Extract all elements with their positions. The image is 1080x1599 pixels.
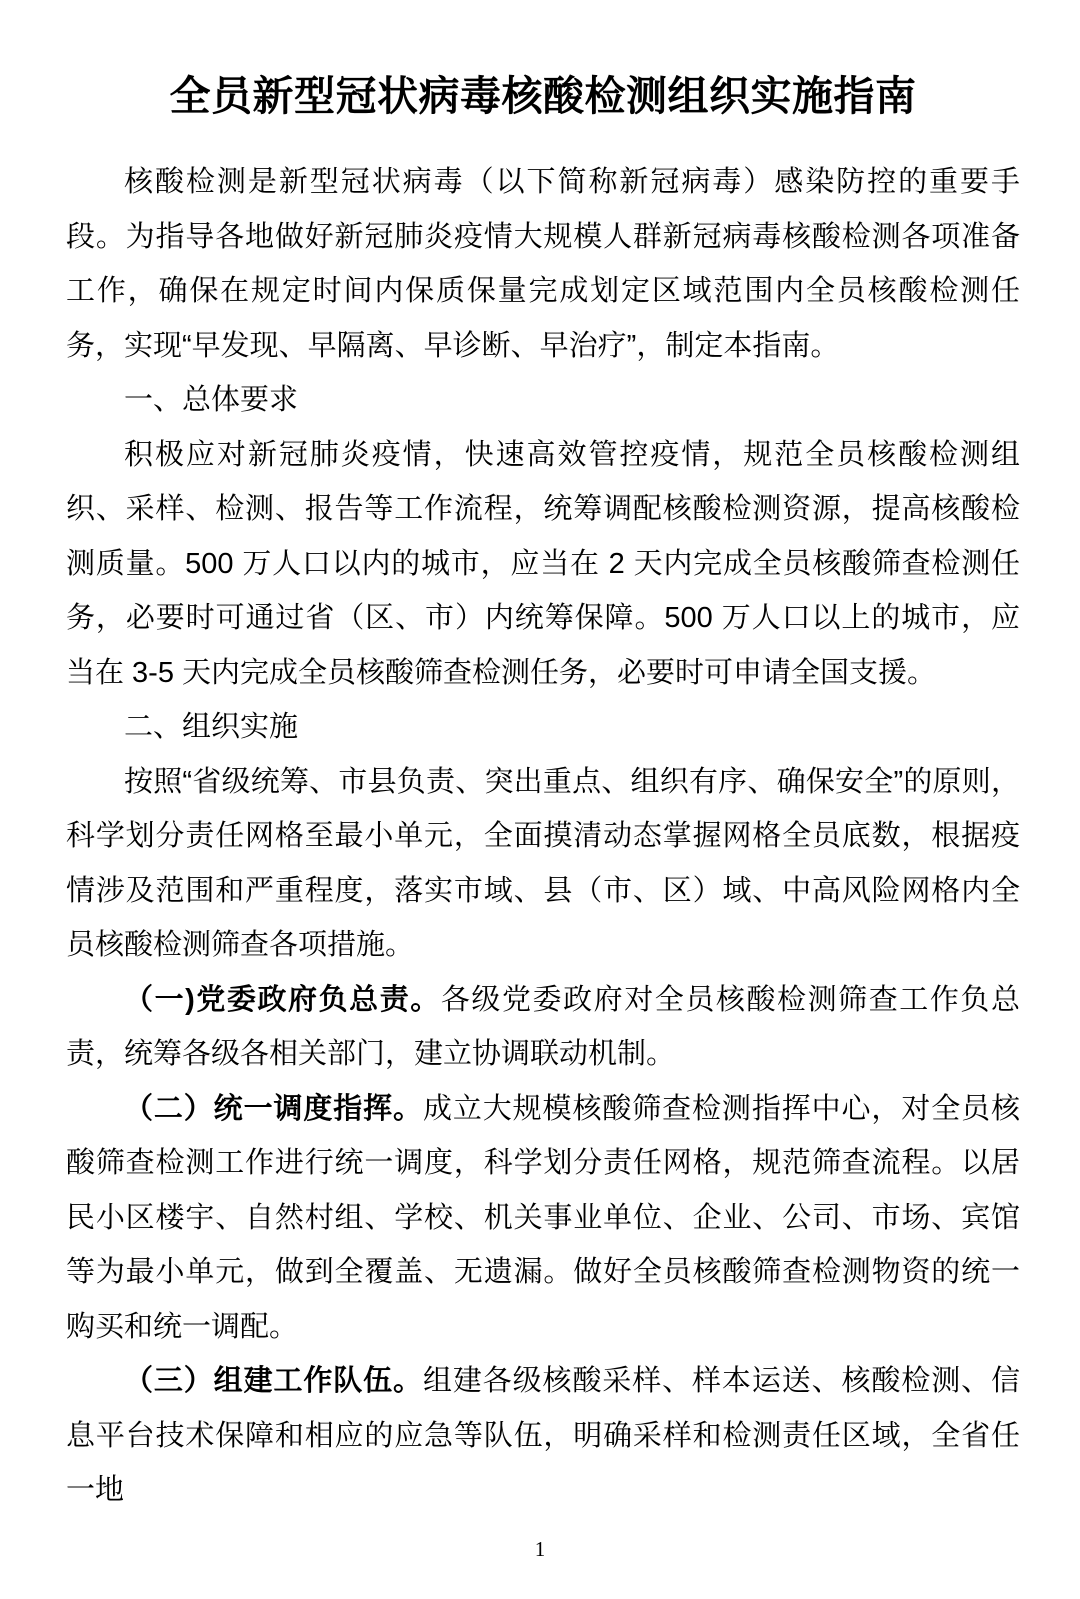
page-number: 1 [534, 1537, 546, 1561]
item-paragraph-3 [66, 1354, 1020, 1518]
item-3-lead: （三）组建工作队伍。 [124, 1365, 423, 1398]
intro-paragraph: 核酸检测是新型冠状病毒（以下简称新冠病毒）感染防控的重要手段。为指导各地做好新冠肺炎疫情大规模人群新冠病毒核酸检测各项准备工作，确保在规定时间内保质保量完成划定区域范围内全员核酸检测任务，实现“早发现、早隔离、早诊断、早治疗”，制定本指南。 [66, 166, 1020, 362]
item-paragraph-1 [66, 973, 1020, 1082]
section-heading-1: 一、总体要求 [124, 384, 299, 417]
item-paragraph-2 [66, 1082, 1020, 1355]
item-3-text: 组建各级核酸采样、样本运送、核酸检测、信息平台技术保障和相应的应急等队伍，明确采样和检测责任区域，全省任一地 [66, 1365, 1020, 1507]
item-2-lead: （二）统一调度指挥。 [124, 1092, 423, 1125]
section-2-paragraph: 按照“省级统筹、市县负责、突出重点、组织有序、确保安全”的原则，科学划分责任网格至最小单元，全面摸清动态掌握网格全员底数，根据疫情涉及范围和严重程度，落实市域、县（市、区）域、中高风险网格内全员核酸检测筛查各项措施。 [66, 765, 1020, 962]
section-heading-2: 二、组织实施 [124, 711, 299, 744]
document-title: 全员新型冠状病毒核酸检测组织实施指南 [169, 73, 917, 119]
document-page [0, 72, 1080, 1599]
item-1-lead: （一)党委政府负总责。 [124, 983, 441, 1016]
item-2-text: 成立大规模核酸筛查检测指挥中心，对全员核酸筛查检测工作进行统一调度，科学划分责任网格，规范筛查流程。以居民小区楼宇、自然村组、学校、机关事业单位、企业、公司、市场、宾馆等为最小单元，做到全覆盖、无遗漏。做好全员核酸筛查检测物资的统一购买和统一调配。 [66, 1092, 1020, 1343]
section-1-paragraph: 积极应对新冠肺炎疫情，快速高效管控疫情，规范全员核酸检测组织、采样、检测、报告等工作流程，统筹调配核酸检测资源，提高核酸检测质量。500 万人口以内的城市，应当在 2 天内完成全员核酸筛查检测任务，必要时可通过省（区、市）内统筹保障。500 万人口以上的城市，应当在 3-5 天内完成全员核酸筛查检测任务，必要时可申请全国支援。 [66, 438, 1020, 689]
item-1-text: 各级党委政府对全员核酸检测筛查工作负总责，统筹各级各相关部门，建立协调联动机制。 [66, 983, 1020, 1071]
document-body [66, 155, 1020, 1518]
